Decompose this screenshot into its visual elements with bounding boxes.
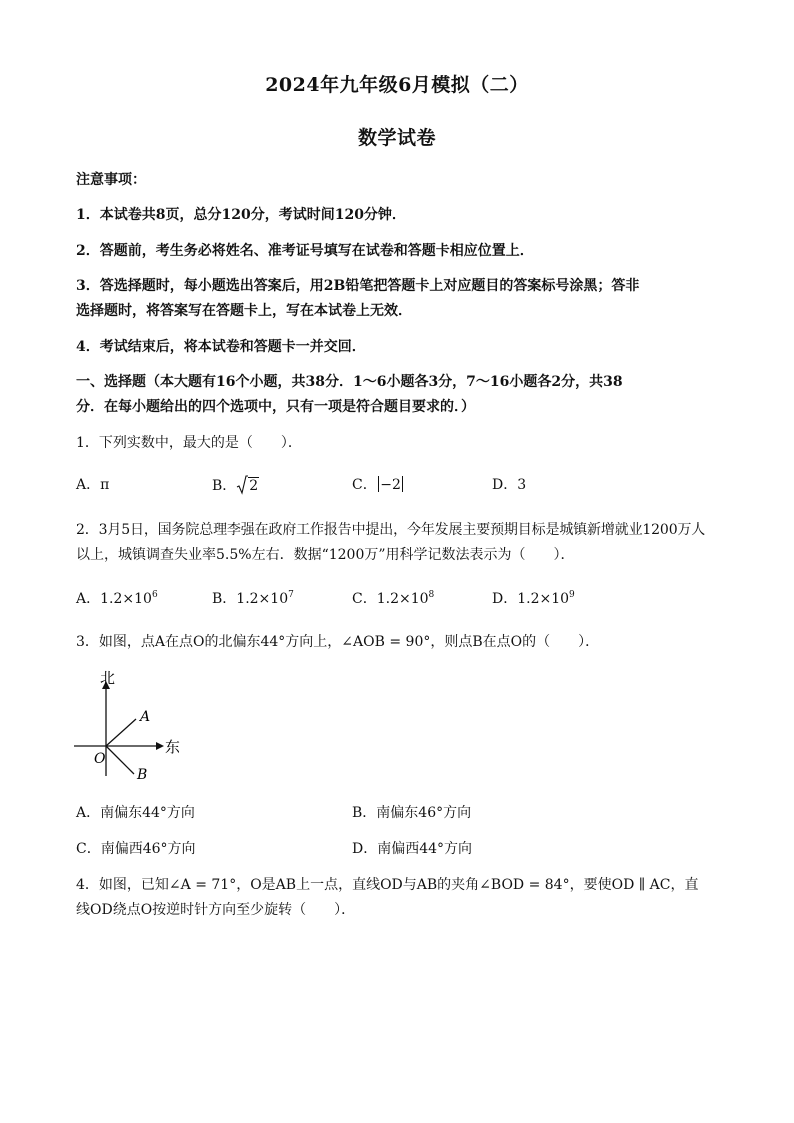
q1-option-c-prefix: C．: [352, 477, 377, 493]
q1-option-a: A．π: [76, 477, 110, 493]
q2-option-b: [212, 589, 294, 609]
q3-option-d: D．南偏西44°方向: [352, 841, 473, 857]
question-2-stem: 2．3月5日，国务院总理李强在政府工作报告中提出，今年发展主要预期目标是城镇新增就业1200万人: [76, 522, 706, 538]
note-item-1: 1．本试卷共8页，总分120分，考试时间120分钟．: [76, 207, 406, 223]
point-a-label: A: [140, 709, 151, 725]
sqrt-symbol: [236, 475, 259, 496]
q3-option-a: A．南偏东44°方向: [76, 805, 195, 821]
question-4-stem-cont: 线OD绕点O按逆时针方向至少旋转（ ）．: [76, 902, 356, 918]
north-label: 北: [100, 669, 116, 687]
note-item-2: 2．答题前，考生务必将姓名、准考证号填写在试卷和答题卡相应位置上．: [76, 243, 534, 259]
q1-option-c-value: −2: [380, 477, 401, 493]
abs-bar-left: [378, 476, 380, 492]
q2-option-a: [76, 589, 158, 609]
exam-title: 2024年九年级6月模拟（二）: [265, 74, 529, 96]
note-item-3: 3．答选择题时，每小题选出答案后，用2B铅笔把答题卡上对应题目的答案标号涂黑；答非: [76, 278, 640, 294]
q1-option-b: [212, 475, 259, 496]
q2-option-b-prefix: B．: [212, 591, 237, 607]
q2-option-d-base: 1.2×10: [517, 591, 570, 607]
q2-option-c: [352, 589, 434, 609]
q2-option-c-prefix: C．: [352, 591, 377, 607]
q3-option-b: B．南偏东46°方向: [352, 805, 472, 821]
q2-option-a-exp: 6: [151, 590, 158, 600]
origin-label: O: [94, 751, 106, 767]
q2-option-d-prefix: D．: [492, 591, 518, 607]
q3-option-c: C．南偏西46°方向: [76, 841, 196, 857]
q2-option-c-exp: 8: [428, 590, 435, 600]
q2-option-a-base: 1.2×10: [100, 591, 152, 607]
q2-option-c-base: 1.2×10: [376, 591, 429, 607]
notes-heading: 注意事项：: [76, 172, 146, 188]
ray-oa: [106, 719, 136, 746]
point-b-label: B: [137, 767, 148, 783]
east-label: 东: [165, 738, 181, 756]
question-3-stem: 3．如图，点A在点O的北偏东44°方向上，∠AOB = 90°，则点B在点O的（ ）．: [76, 634, 600, 650]
q2-option-b-exp: 7: [288, 590, 294, 600]
abs-bar-right: [402, 476, 404, 492]
q2-option-b-base: 1.2×10: [236, 591, 289, 607]
exam-subtitle: 数学试卷: [357, 127, 436, 149]
q1-option-b-radicand: 2: [249, 478, 259, 494]
q2-option-d: [492, 589, 575, 609]
note-item-3-cont: 选择题时，将答案写在答题卡上，写在本试卷上无效．: [76, 303, 412, 319]
ray-ob: [106, 746, 134, 774]
question-1-stem: 1．下列实数中，最大的是（ ）．: [76, 435, 302, 451]
question-2-stem-cont: 以上，城镇调查失业率5.5%左右．数据“1200万”用科学记数法表示为（ ）．: [76, 547, 575, 563]
question-4-stem: 4．如图，已知∠A = 71°，O是AB上一点，直线OD与AB的夹角∠BOD = 84°，要使OD ∥ AC，直: [76, 877, 699, 893]
compass-figure: [70, 663, 190, 783]
q2-option-a-prefix: A．: [76, 591, 101, 607]
q1-option-b-prefix: B．: [212, 478, 237, 494]
q2-option-d-exp: 9: [569, 590, 575, 600]
q1-option-c: [352, 475, 404, 495]
section-1-heading-cont: 分．在每小题给出的四个选项中，只有一项是符合题目要求的．）: [76, 399, 475, 415]
note-item-4: 4．考试结束后，将本试卷和答题卡一并交回．: [76, 339, 366, 355]
section-1-heading: 一、选择题（本大题有16个小题，共38分．1～6小题各3分，7～16小题各2分，共38: [76, 374, 623, 390]
q1-option-d: D．3: [492, 477, 527, 493]
